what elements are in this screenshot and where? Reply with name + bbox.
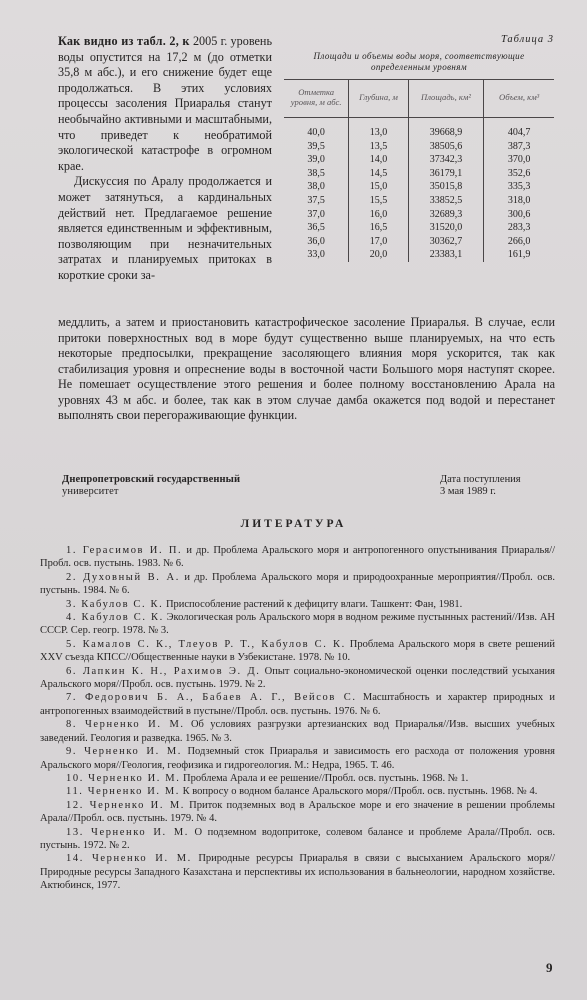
table-cell: 16,0 — [349, 208, 408, 222]
reference-item — [40, 571, 555, 598]
table-cell: 283,3 — [484, 221, 554, 235]
reference-author: 1. Герасимов И. П. — [66, 545, 183, 556]
page-number: 9 — [546, 960, 553, 975]
paragraph-conclusion: меддлить, а затем и приостановить катастрофическое засоление Приаралья. В случае, если притоки поверхностных вод в море будут существенно выше планируемых, на что есть некоторые предпосылки, прекращение засоляющего влияния моря ускорится, так как стабилизация уровня и опреснение воды в восточной части Большого моря наступят скорее. Не помешает осуществление этого решения и более полному восстановлению Арала на уровнях 43 м абс. и более, так как в этом случае дамба окажется под водой и перестанет выполнять свои перегораживающие функции. — [58, 315, 555, 422]
table-cell: 13,5 — [349, 140, 408, 154]
reference-item — [40, 826, 555, 853]
table-row — [284, 248, 554, 262]
data-table — [284, 79, 554, 262]
received-label: Дата поступления — [440, 474, 521, 485]
reference-item — [40, 691, 555, 718]
reference-author: 12. Черненко И. М. — [66, 799, 185, 811]
table-cell: 33,0 — [307, 249, 325, 261]
table-header-row — [284, 80, 554, 118]
table-cell: 37342,3 — [408, 153, 484, 167]
reference-author: 13. Черненко И. М. — [66, 826, 190, 838]
reference-author: 5. Камалов С. К., Тлеуов Р. Т., Кабулов С. К. — [66, 638, 346, 650]
table-row — [284, 167, 554, 181]
table-cell: 14,5 — [349, 167, 408, 181]
table-cell: 387,3 — [484, 140, 554, 154]
table-cell: 23383,1 — [408, 248, 484, 262]
table-row — [284, 118, 554, 140]
table-cell: 318,0 — [484, 194, 554, 208]
header-level: Отметка уровня, м абс. — [284, 80, 349, 118]
reference-text: и др. Проблема Аральского моря и антропогенного опустынивания Приаралья//Пробл. осв. пустынь. 1983. № 6. — [40, 545, 555, 570]
table-row — [284, 153, 554, 167]
reference-author: 2. Духовный В. А. — [66, 571, 180, 583]
reference-author: 11. Черненко И. М. — [66, 786, 181, 798]
table-cell: 13,0 — [349, 118, 408, 140]
paragraph-body: 2005 г. уровень воды опустится на 17,2 м (до отметки 35,8 м абс.), и его снижение будет еще продолжаться. В этих условиях процессы засоления Приаралья станут необычайно активными и масштабными, что приведет к необратимой экологической катастрофе в огромном крае. — [58, 34, 273, 173]
reference-item — [40, 718, 555, 745]
reference-item — [40, 799, 555, 826]
table-cell: 36,5 — [307, 222, 325, 234]
reference-item — [40, 638, 555, 665]
reference-author: 8. Черненко И. М. — [66, 719, 185, 731]
table-cell: 370,0 — [484, 153, 554, 167]
table-cell: 352,6 — [484, 167, 554, 181]
table-cell: 40,0 — [307, 127, 325, 138]
table-cell: 39668,9 — [408, 118, 484, 140]
reference-text: Приспособление растений к дефициту влаги. Ташкент: Фан, 1981. — [163, 598, 463, 610]
reference-text: Природные ресурсы Приаралья в связи с высыханием Аральского моря//Природные ресурсы Западного Казахстана и перспективы их использования в бальнеологии, народном хозяйстве. Актюбинск, 1977. — [40, 853, 555, 892]
header-area: Площадь, км² — [408, 80, 484, 118]
table-3 — [284, 34, 554, 262]
header-depth: Глубина, м — [349, 80, 408, 118]
reference-text: Об условиях разгрузки артезианских вод Приаралья//Изв. высших учебных заведений. Геология и разведка. 1965. № 3. — [40, 719, 555, 744]
table-label: Таблица 3 — [500, 34, 554, 45]
reference-author: 10. Черненко И. М. — [66, 772, 181, 784]
table-cell: 37,5 — [307, 194, 325, 206]
paragraph-water-level — [58, 34, 272, 174]
reference-author: 9. Черненко И. М. — [66, 746, 183, 758]
reference-item — [40, 665, 555, 692]
table-cell: 15,5 — [349, 194, 408, 208]
table-cell: 266,0 — [484, 235, 554, 249]
table-cell: 38,0 — [307, 181, 325, 193]
table-cell: 37,0 — [307, 208, 325, 220]
table-cell: 335,3 — [484, 180, 554, 194]
table-cell: 39,0 — [307, 154, 325, 166]
affiliation-line-2: университет — [62, 486, 119, 497]
reference-item — [40, 598, 555, 611]
table-cell: 15,0 — [349, 180, 408, 194]
table-cell: 404,7 — [484, 118, 554, 140]
reference-item — [40, 611, 555, 638]
literature-heading: ЛИТЕРАТУРА — [240, 518, 347, 530]
paragraph-discussion: Дискуссия по Аралу продолжается и может затянуться, а кардинальных действий нет. Предлагаемое решение является единственным и эффективным, позволяющим при незначительных затратах и планируемых притоках в короткие сроки за- — [58, 174, 272, 282]
reference-author: 7. Федорович Б. А., Бабаев А. Г., Вейсов С. — [66, 692, 357, 704]
table-row — [284, 194, 554, 208]
table-cell: 20,0 — [349, 248, 408, 262]
table-row — [284, 235, 554, 249]
reference-author: 6. Лапкин К. Н., Рахимов Э. Д. — [66, 665, 261, 677]
header-volume: Объем, км³ — [484, 80, 554, 118]
received-value: 3 мая 1989 г. — [440, 486, 496, 497]
reference-text: О подземном водопритоке, солевом балансе и проблеме Арала//Пробл. осв. пустынь. 1972. № 2. — [40, 826, 555, 851]
table-cell: 35015,8 — [408, 180, 484, 194]
reference-text: Проблема Арала и ее решение//Пробл. осв. пустынь. 1968. № 1. — [180, 772, 469, 784]
table-cell: 38505,6 — [408, 140, 484, 154]
reference-text: и др. Проблема Аральского моря и природоохранные мероприятия//Пробл. осв. пустынь. 1984. № 6. — [40, 571, 555, 597]
reference-text: К вопросу о водном балансе Аральского моря//Пробл. осв. пустынь. 1968. № 4. — [180, 786, 538, 798]
table-cell: 36,0 — [307, 235, 325, 247]
reference-text: Проблема Аральского моря в свете решений XXV съезда КПСС//Общественные науки в Узбекистане. 1978. № 10. — [40, 638, 555, 664]
reference-text: Опыт социально-экономической оценки последствий усыхания Аральского моря//Пробл. осв. пустынь. 1979. № 2. — [40, 665, 555, 691]
reference-item — [40, 745, 555, 772]
table-row — [284, 180, 554, 194]
full-width-text — [58, 315, 555, 424]
reference-text: Приток подземных вод в Аральское море и его значение в решении проблемы Арала//Пробл. осв. пустынь. 1979. № 4. — [40, 799, 555, 825]
table-cell: 161,9 — [484, 248, 554, 262]
table-cell: 14,0 — [349, 153, 408, 167]
table-row — [284, 208, 554, 222]
table-caption: Площади и объемы воды моря, соответствующие определенным уровням — [313, 51, 525, 72]
reference-author: 4. Кабулов С. К. — [66, 612, 164, 624]
reference-author: 3. Кабулов С. К. — [66, 598, 164, 610]
table-cell: 17,0 — [349, 235, 408, 249]
paragraph-lead: Как видно из табл. 2, к — [58, 34, 190, 48]
left-column-text — [58, 34, 272, 284]
received-date — [440, 474, 560, 498]
table-cell: 39,5 — [307, 140, 325, 152]
reference-item — [40, 785, 555, 798]
table-cell: 300,6 — [484, 208, 554, 222]
reference-text: Подземный сток Приаралья и зависимость его расхода от положения уровня Аральского моря//Геология, геофизика и гидрогеология. М.: Недра, 1965. Т. 46. — [40, 746, 555, 771]
affiliation-line-1: Днепропетровский государственный — [62, 474, 241, 485]
table-cell: 36179,1 — [408, 167, 484, 181]
reference-list — [40, 544, 555, 893]
table-cell: 32689,3 — [408, 208, 484, 222]
reference-text: Масштабность и характер природных и антропогенных взаимодействий в пустыне//Пробл. осв. пустынь. 1976. № 6. — [40, 692, 555, 717]
reference-item — [40, 852, 555, 892]
table-row — [284, 140, 554, 154]
reference-author: 14. Черненко И. М. — [66, 853, 192, 865]
reference-text: Экологическая роль Аральского моря в водном режиме пустынных растений//Изв. АН СССР. Сер. геогр. 1978. № 3. — [40, 612, 556, 637]
table-row — [284, 221, 554, 235]
reference-item — [40, 772, 555, 785]
reference-item — [40, 544, 555, 571]
table-cell: 38,5 — [307, 167, 325, 179]
table-cell: 16,5 — [349, 221, 408, 235]
table-cell: 30362,7 — [408, 235, 484, 249]
affiliation — [62, 474, 282, 498]
table-cell: 33852,5 — [408, 194, 484, 208]
table-cell: 31520,0 — [408, 221, 484, 235]
